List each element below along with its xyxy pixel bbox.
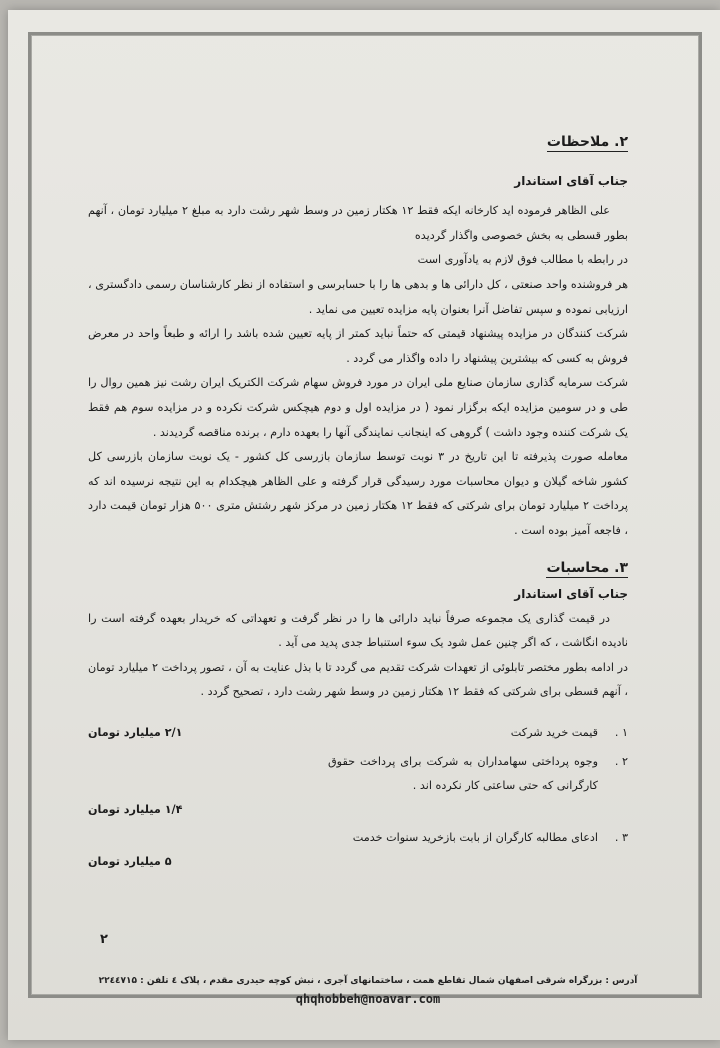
section-3-paragraph: در ادامه بطور مختصر تابلوئی از تعهدات شرکت تقدیم می گردد تا با بذل عنایت به آن ، تصور پرداخت ۲ میلیارد تومان ، آنهم قسطی برای شرکتی که فقط ۱۲ هکتار زمین در وسط شهر رشت دارد ، تصحیح گردد . (88, 660, 628, 699)
section-2-paragraph: در رابطه با مطالب فوق لازم به یادآوری است (417, 253, 628, 267)
item-description: وجوه پرداختی سهامداران به شرکت برای پرداخت حقوق کارگرانی که حتی ساعتی کار نکرده اند . (328, 754, 598, 793)
footer-address: آدرس : بزرگراه شرقی اصفهان شمال تقاطع همت ، ساختمانهای آجری ، نبش کوچه حیدری مقدم ، پلاک ٤ تلفن : ۲۲٤٤۷۱۵ (98, 976, 638, 986)
section-2-salutation: جناب آقای استاندار (514, 173, 628, 188)
footer-email: qhqhobbeh@noavar.com (295, 992, 441, 1006)
item-amount: ۲/۱ میلیارد تومان (88, 726, 183, 740)
section-2-heading: ۲. ملاحظات (546, 134, 628, 150)
list-item (88, 721, 628, 746)
page-number: ۲ (100, 932, 108, 947)
section-3-heading: ۳. محاسبات (546, 559, 628, 576)
list-item (88, 750, 628, 823)
section-2-paragraph: هر فروشنده واحد صنعتی ، کل دارائی ها و بدهی ها را با حسابرسی و استفاده از نظر کارشناسان رسمی دادگستری ، ارزیابی نموده و سپس تفاضل آنرا بعنوان پایه مزایده تعیین می نماید . (88, 277, 628, 316)
item-description: ادعای مطالبه کارگران از بابت بازخرید سنوات خدمت (352, 831, 598, 845)
item-description: قیمت خرید شرکت (510, 726, 598, 740)
section-3-salutation: جناب آقای استاندار (514, 587, 628, 602)
obligations-list (88, 721, 628, 875)
section-2-paragraph: شرکت سرمایه گذاری سازمان صنایع ملی ایران در مورد فروش سهام شرکت الکتریک ایران رشت نیز همین روال را طی و در سومین مزایده ایکه برگزار نمود ( در مزایده اول و دوم هیچکس شرکت نکرده و در مزایده سوم هم فقط یک شرکت کننده وجود داشت ) گروهی که اینجانب نمایندگی آنها را بعهده دارم ، برنده مناقصه گردیدند . (88, 376, 628, 439)
item-amount: ۵ میلیارد تومان (88, 855, 172, 869)
section-2-paragraph: شرکت کنندگان در مزایده پیشنهاد قیمتی که حتماً نباید کمتر از پایه تعیین شده باشد را ارائه و طبعاً واحد در معرض فروش به کسی که بیشترین پیشنهاد را داده واگذار می گردد . (88, 327, 628, 365)
item-number: ۳ . (614, 831, 628, 845)
item-number: ۲ . (614, 754, 628, 768)
section-2-paragraph: معامله صورت پذیرفته تا این تاریخ در ۳ نوبت توسط سازمان بازرسی کل کشور - یک نوبت سازمان بازرسی کل کشور شاخه گیلان و دیوان محاسبات مورد رسیدگی قرار گرفته و علی الظاهر هیچکدام به این نتیجه نرسیده اند که پرداخت ۲ میلیارد تومان برای شرکتی که فقط ۱۲ هکتار زمین در مرکز شهر رشتش متری ۵۰۰ هزار تومان قیمت دارد ، فاجعه آمیز بوده است . (88, 450, 628, 537)
letter-body (88, 130, 628, 879)
item-number: ۱ . (614, 726, 628, 740)
section-2-paragraph: علی الظاهر فرموده اید کارخانه ایکه فقط ۱۲ هکتار زمین در وسط شهر رشت دارد به مبلغ ۲ میلیارد تومان ، آنهم بطور قسطی به بخش خصوصی واگذار گردیده (88, 204, 628, 242)
item-amount: ۱/۴ میلیارد تومان (88, 802, 183, 816)
list-item (88, 826, 628, 875)
document-page (8, 10, 720, 1040)
section-3-paragraph: در قیمت گذاری یک مجموعه صرفاً نباید دارائی ها را در نظر گرفت و تعهداتی که خریدار بعهده گرفته است را نادیده انگاشت ، که اگر چنین عمل شود یک سوء استنباط جدی پدید می آید . (88, 611, 628, 650)
